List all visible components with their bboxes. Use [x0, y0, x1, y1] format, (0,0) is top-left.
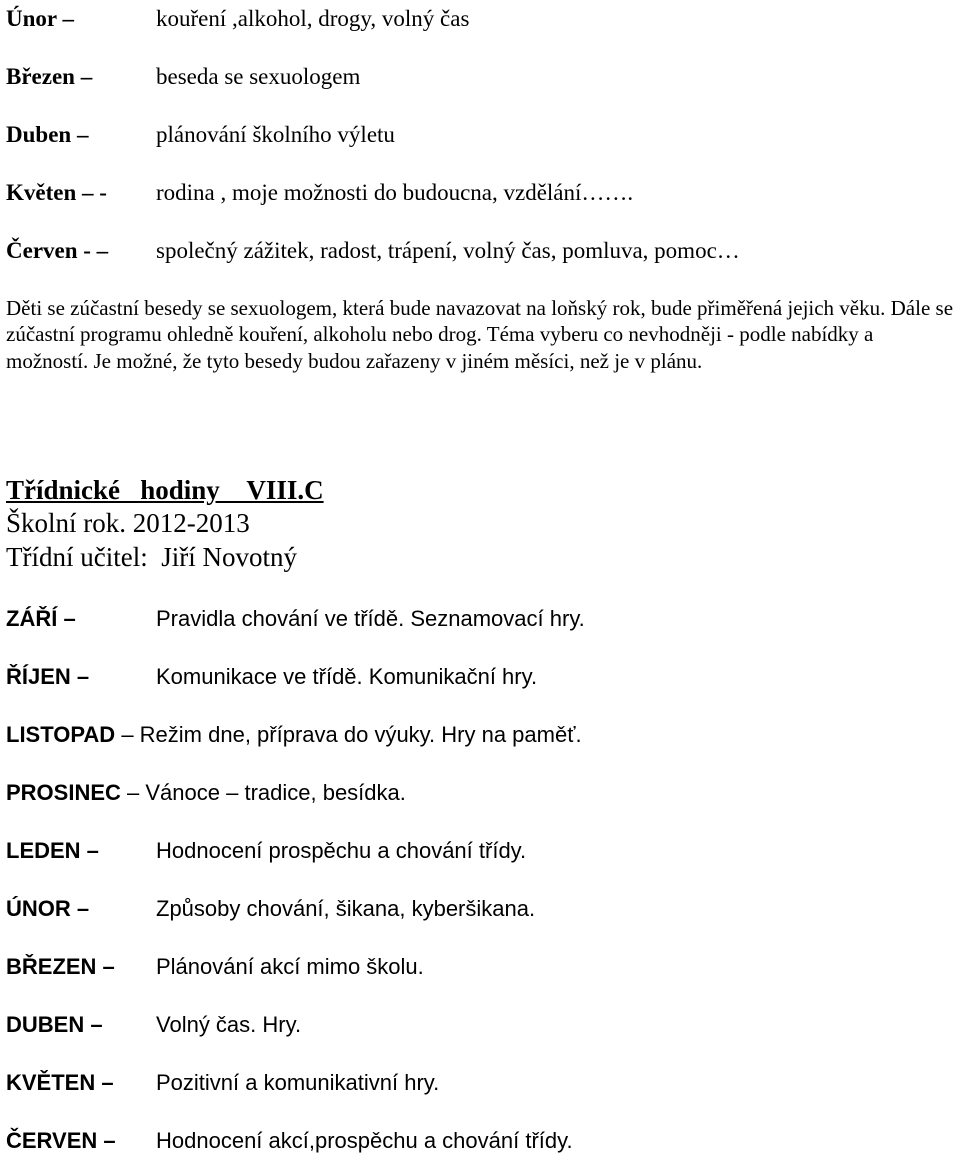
month-topic: společný zážitek, radost, trápení, volný čas, pomluva, pomoc…	[156, 238, 740, 263]
month-label: Únor –	[6, 6, 74, 31]
month-topic: – Vánoce – tradice, besídka.	[120, 780, 406, 805]
month-topic: Komunikace ve třídě. Komunikační hry.	[156, 664, 538, 689]
month-topic: Hodnocení prospěchu a chování třídy.	[156, 838, 527, 863]
month-topic: Pravidla chování ve třídě. Seznamovací hry.	[156, 606, 585, 631]
month-label: Červen - –	[6, 238, 109, 263]
month-label: BŘEZEN –	[6, 954, 115, 979]
month-label: PROSINEC	[6, 780, 121, 805]
month-topic: Způsoby chování, šikana, kyberšikana.	[156, 896, 536, 921]
school-year: Školní rok. 2012-2013	[6, 508, 250, 538]
schedule-row-listopad	[6, 722, 582, 748]
month-topic: rodina , moje možnosti do budoucna, vzdělání…….	[156, 180, 634, 205]
month-label: ZÁŘÍ –	[6, 606, 76, 631]
month-label: ÚNOR –	[6, 896, 90, 921]
month-label: Březen –	[6, 64, 93, 89]
month-topic: plánování školního výletu	[156, 122, 395, 147]
month-label: DUBEN –	[6, 1012, 103, 1037]
month-label: ČERVEN –	[6, 1128, 116, 1153]
month-label: ŘÍJEN –	[6, 664, 90, 689]
month-label: Duben –	[6, 122, 89, 147]
month-topic: Volný čas. Hry.	[156, 1012, 302, 1037]
schedule-row-prosinec	[6, 780, 406, 806]
month-topic: beseda se sexuologem	[156, 64, 361, 89]
class-teacher: Třídní učitel: Jiří Novotný	[6, 542, 297, 572]
month-label: Květen – -	[6, 180, 107, 205]
month-label: LISTOPAD	[6, 722, 116, 747]
month-topic: Hodnocení akcí,prospěchu a chování třídy.	[156, 1128, 573, 1153]
month-topic: kouření ,alkohol, drogy, volný čas	[156, 6, 470, 31]
month-label: LEDEN –	[6, 838, 99, 863]
section-heading: Třídnické hodiny VIII.C	[6, 475, 324, 505]
month-topic: Plánování akcí mimo školu.	[156, 954, 424, 979]
month-label: KVĚTEN –	[6, 1070, 114, 1095]
month-topic: Pozitivní a komunikativní hry.	[156, 1070, 440, 1095]
month-topic: – Režim dne, příprava do výuky. Hry na paměť.	[115, 722, 582, 747]
description-paragraph: Děti se zúčastní besedy se sexuologem, která bude navazovat na loňský rok, bude přiměřená jejich věku. Dále se zúčastní programu ohledně kouření, alkoholu nebo drog. Téma vyberu co nevhodněji - podle nabídky a možností. Je možné, že tyto besedy budou zařazeny v jiném měsíci, než je v plánu.	[6, 296, 954, 373]
